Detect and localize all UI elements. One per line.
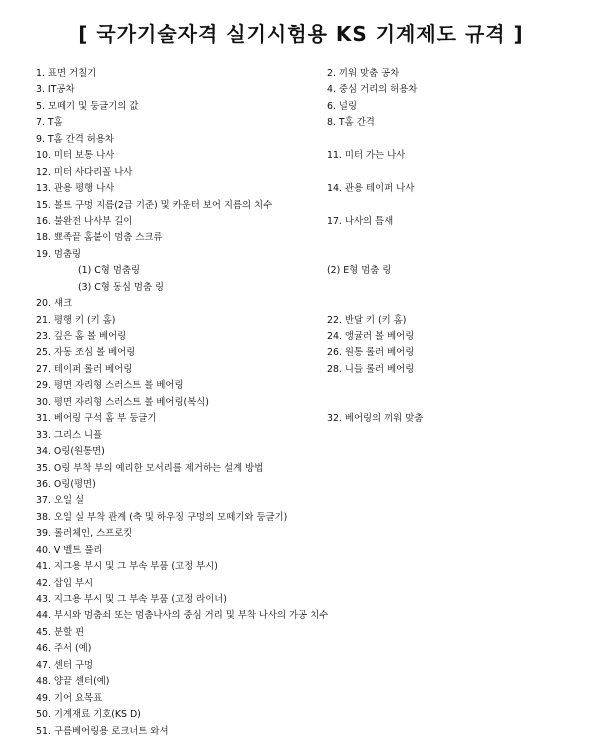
list-row [36, 214, 576, 230]
list-row [36, 526, 576, 542]
list-item: 42. 삽입 부시 [36, 577, 94, 589]
list-item: 40. V 벨트 풀리 [36, 544, 103, 556]
list-row [36, 115, 576, 131]
list-item: 11. 미터 가는 나사 [327, 150, 406, 162]
list-row [36, 592, 576, 608]
list-row [36, 132, 576, 148]
list-item: 7. T홈 [36, 117, 63, 129]
list-item: 41. 지그용 부시 및 그 부속 부품 (고정 부시) [36, 561, 218, 573]
list-row [36, 362, 576, 378]
list-row [36, 181, 576, 197]
list-item: 17. 나사의 틈새 [327, 215, 394, 227]
list-item: 38. 오일 실 부착 관계 (축 및 하우징 구멍의 모떼기와 둥글기) [36, 511, 288, 523]
list-row [36, 674, 576, 690]
list-item: 1. 표면 거칠기 [36, 68, 97, 79]
list-item: 47. 센터 구멍 [36, 659, 94, 671]
list-item: 46. 주서 (예) [36, 643, 92, 655]
list-item: 13. 관용 평행 나사 [36, 183, 115, 195]
list-item: 24. 앵귤러 볼 베어링 [327, 331, 415, 342]
list-item: 48. 양끝 센터(예) [36, 676, 110, 688]
list-item: 28. 니들 롤러 베어링 [327, 363, 415, 375]
list-item: 45. 분할 핀 [36, 626, 85, 638]
list-row [36, 477, 576, 493]
list-item: 23. 깊은 홈 볼 베어링 [36, 331, 127, 342]
list-row [36, 559, 576, 575]
list-item: 12. 미터 사다리꼴 나사 [36, 166, 133, 178]
list-item: 50. 기계재료 기호(KS D) [36, 709, 141, 721]
list-item: 31. 베어링 구석 홈 부 둥글기 [36, 413, 157, 425]
list-item: 30. 평면 자리형 스러스트 볼 베어링(복식) [36, 396, 209, 408]
list-item: 33. 그리스 니플 [36, 429, 103, 441]
list-item: (3) C형 동심 멈춤 링 [78, 281, 165, 293]
list-item: (2) E형 멈춤 링 [327, 265, 392, 277]
list-row [36, 543, 576, 559]
list-row [36, 461, 576, 477]
list-item: 5. 모떼기 및 둥글기의 값 [36, 100, 139, 112]
list-row [36, 313, 576, 329]
list-item: 8. T홈 간격 [327, 117, 375, 129]
list-item: 3. IT공차 [36, 84, 75, 96]
list-row [36, 230, 576, 246]
list-row [36, 148, 576, 164]
list-row [36, 608, 576, 624]
list-row [36, 99, 576, 115]
list-item: (1) C형 멈춤링 [78, 265, 141, 277]
list-item: 44. 부시와 멈춤쇠 또는 멈춤나사의 중심 거리 및 부착 나사의 가공 치수 [36, 610, 329, 622]
list-item: 9. T홈 간격 허용차 [36, 133, 114, 145]
list-row [36, 724, 576, 740]
list-row [36, 296, 576, 312]
list-item: 14. 관용 테이퍼 나사 [327, 183, 415, 195]
list-row [36, 263, 576, 279]
list-row [36, 444, 576, 460]
list-item: 36. O링(평면) [36, 478, 96, 490]
list-row [36, 641, 576, 657]
list-item: 21. 평행 키 (키 홈) [36, 314, 116, 326]
list-row [36, 82, 576, 98]
list-item: 6. 널링 [327, 100, 358, 112]
list-item: 26. 원통 롤러 베어링 [327, 347, 415, 359]
list-row [36, 395, 576, 411]
list-item: 37. 오일 실 [36, 495, 85, 507]
list-row [36, 411, 576, 427]
list-row [36, 198, 576, 214]
list-item: 35. O링 부착 부의 예리한 모서리를 제거하는 설계 방법 [36, 462, 264, 474]
list-row [36, 707, 576, 723]
list-row [36, 378, 576, 394]
list-item: 19. 멈춤링 [36, 248, 82, 260]
list-item: 4. 중심 거리의 허용차 [327, 84, 418, 96]
list-item: 2. 끼워 맞춤 공차 [327, 68, 400, 79]
list-item: 22. 반달 키 (키 홈) [327, 314, 407, 326]
list-row [36, 247, 576, 263]
list-item: 27. 테이퍼 롤러 베어링 [36, 363, 133, 375]
list-item: 39. 롤러체인, 스프로킷 [36, 528, 133, 540]
list-item: 20. 섀크 [36, 298, 73, 310]
list-row [36, 329, 576, 345]
list-row [36, 66, 576, 82]
list-row [36, 493, 576, 509]
list-row [36, 165, 576, 181]
list-row [36, 576, 576, 592]
toc-list [36, 66, 576, 740]
list-item: 32. 베어링의 끼워 맞춤 [327, 413, 424, 425]
list-item: 25. 자동 조심 볼 베어링 [36, 347, 136, 359]
list-row [36, 345, 576, 361]
list-row [36, 625, 576, 641]
list-item: 29. 평면 자리형 스러스트 볼 베어링 [36, 380, 184, 392]
list-item: 51. 구름베어링용 로크너트 와셔 [36, 725, 169, 737]
list-item: 34. O링(원통면) [36, 446, 105, 458]
list-item: 16. 불완전 나사부 길이 [36, 215, 133, 227]
list-item: 10. 미터 보통 나사 [36, 150, 115, 162]
page-title: [ 국가기술자격 실기시험용 KS 기계제도 규격 ] [78, 22, 524, 46]
list-row [36, 510, 576, 526]
list-row [36, 280, 576, 296]
list-item: 43. 지그용 부시 및 그 부속 부품 (고정 라이너) [36, 594, 227, 605]
list-row [36, 428, 576, 444]
list-item: 49. 기어 요목표 [36, 692, 103, 704]
list-row [36, 691, 576, 707]
list-item: 15. 볼트 구멍 지름(2급 기준) 및 카운터 보어 지름의 치수 [36, 199, 273, 211]
list-item: 18. 뾰족끝 홈붙이 멈춤 스크류 [36, 232, 163, 244]
list-row [36, 658, 576, 674]
